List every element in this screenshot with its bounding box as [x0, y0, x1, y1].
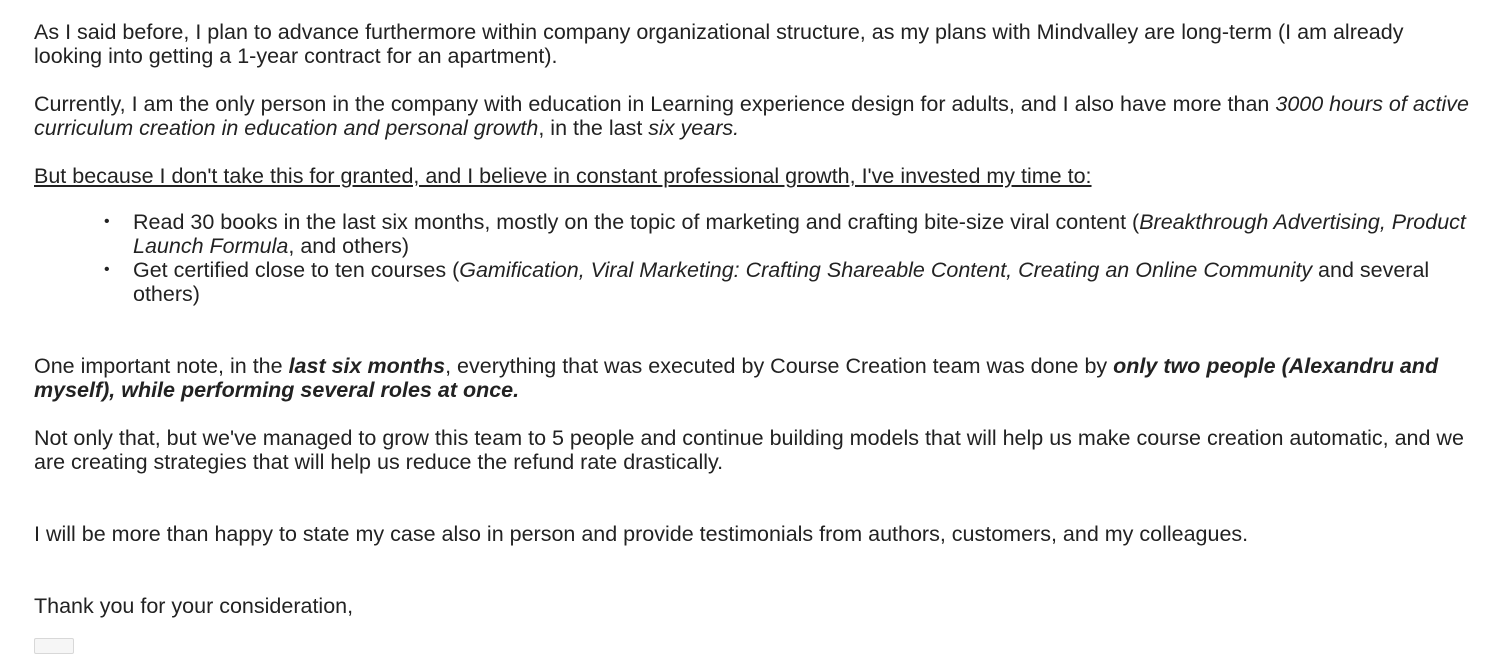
closing-line: Thank you for your consideration,	[34, 594, 354, 618]
paragraph-plans: As I said before, I plan to advance furthermore within company organizational structure, as my plans with Mindvalley are long-term (I am already looking into getting a 1-year contract for an apartment).	[34, 20, 1404, 68]
letter-body	[34, 20, 1474, 618]
achievements-list	[34, 210, 1474, 306]
paragraph-growth-heading: But because I don't take this for granted, and I believe in constant professional growth, I've invested my time to:	[34, 164, 1092, 188]
list-item-text-cont: and several others)	[133, 258, 1430, 306]
paragraph-education	[34, 92, 1474, 140]
education-text-cont: , in the last	[538, 116, 649, 140]
course-titles: Gamification, Viral Marketing: Crafting Shareable Content, Creating an Online Community	[459, 258, 1313, 282]
six-years-emphasis: six years.	[648, 116, 740, 140]
education-text: Currently, I am the only person in the company with education in Learning experience design for adults, and I also have more than	[34, 92, 1276, 116]
list-item	[104, 210, 1474, 258]
paragraph-important-note	[34, 354, 1474, 402]
note-text-cont: , everything that was executed by Course Creation team was done by	[445, 354, 1114, 378]
bullet-glyph: •	[104, 261, 110, 278]
paragraph-in-person: I will be more than happy to state my case also in person and provide testimonials from authors, customers, and my colleagues.	[34, 522, 1249, 546]
list-item-text-cont: , and others)	[288, 234, 410, 258]
list-item-text: Get certified close to ten courses (	[133, 258, 460, 282]
paragraph-team-growth: Not only that, but we've managed to grow this team to 5 people and continue building models that will help us make course creation automatic, and we are creating strategies that will help us reduce the refund rate drastically.	[34, 426, 1464, 474]
list-item	[104, 258, 1474, 306]
list-item-text: Read 30 books in the last six months, mostly on the topic of marketing and crafting bite-size viral content (	[133, 210, 1140, 234]
bullet-glyph: •	[104, 213, 110, 230]
two-people-emphasis: only two people (Alexandru and myself), while performing several roles at once.	[34, 354, 1439, 402]
book-titles: Breakthrough Advertising, Product Launch Formula	[133, 210, 1466, 258]
signature-image-placeholder	[34, 638, 74, 654]
note-text: One important note, in the	[34, 354, 289, 378]
last-six-months-emphasis: last six months	[288, 354, 446, 378]
curriculum-hours-emphasis: 3000 hours of active curriculum creation in education and personal growth	[34, 92, 1469, 140]
